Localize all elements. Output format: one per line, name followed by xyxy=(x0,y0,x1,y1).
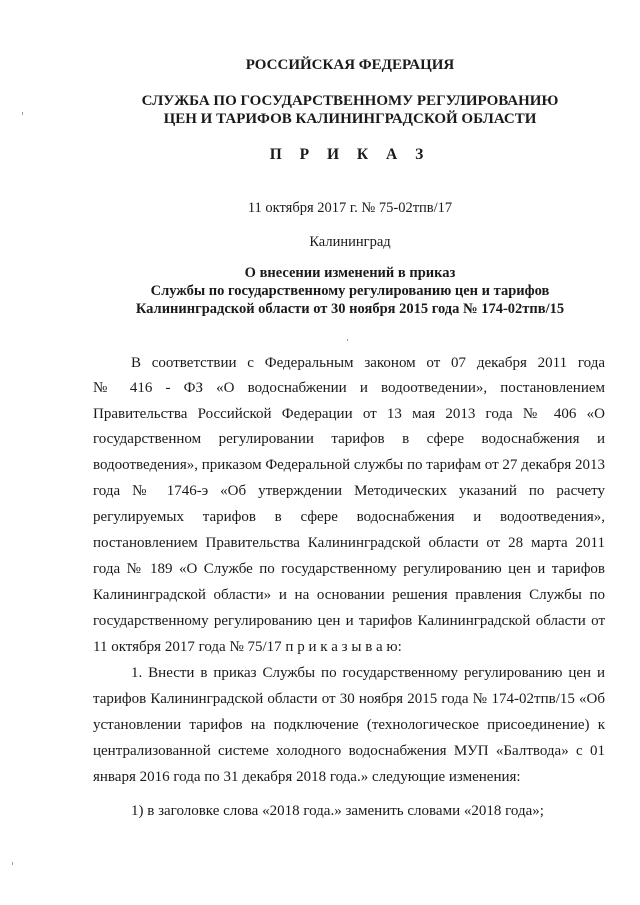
body-line: регулируемых тарифов в сфере водоснабжения и водоотведения», xyxy=(93,509,605,525)
agency-heading xyxy=(60,92,640,128)
body-line: установлении тарифов на подключение (технологическое присоединение) к xyxy=(93,717,605,733)
agency-heading-line: ЦЕН И ТАРИФОВ КАЛИНИНГРАДСКОЙ ОБЛАСТИ xyxy=(163,111,537,127)
subject-line: О внесении изменений в приказ xyxy=(244,265,456,281)
body-line: тарифов Калининградской области от 30 ноября 2015 года № 174-02тпв/15 «Об xyxy=(93,691,605,707)
body-line: Калининградской области» и на основании решения правления Службы по xyxy=(93,587,605,603)
body-line: 11 октября 2017 года № 75/17 п р и к а з ы в а ю: xyxy=(93,639,402,655)
body-line: постановлением Правительства Калининградской области от 28 марта 2011 xyxy=(93,535,605,551)
body-line: Правительства Российской Федерации от 13 мая 2013 года № 406 «О xyxy=(93,406,605,422)
date-and-number: 11 октября 2017 г. № 75-02тпв/17 xyxy=(247,200,453,216)
body-line: государственном регулировании тарифов в сфере водоснабжения и xyxy=(93,431,605,447)
body-line: года № 1746-э «Об утверждении Методических указаний по расчету xyxy=(93,483,605,499)
document-subject xyxy=(60,264,640,318)
body-line: января 2016 года по 31 декабря 2018 года.» следующие изменения: xyxy=(93,769,521,785)
body-line: централизованной системе холодного водоснабжения МУП «Балтвода» с 01 xyxy=(93,743,605,759)
country-heading: РОССИЙСКАЯ ФЕДЕРАЦИЯ xyxy=(245,57,455,73)
body-line: 1) в заголовке слова «2018 года.» заменить словами «2018 года»; xyxy=(131,803,544,819)
city: Калининград xyxy=(309,234,391,250)
body-line: 1. Внести в приказ Службы по государственному регулированию цен и xyxy=(131,665,605,681)
body-line: водоотведения», приказом Федеральной службы по тарифам от 27 декабря 2013 xyxy=(93,457,605,473)
scan-speck xyxy=(22,112,23,115)
document-type: П Р И К А З xyxy=(269,146,431,163)
subject-line: Службы по государственному регулированию цен и тарифов xyxy=(150,283,550,299)
agency-heading-line: СЛУЖБА ПО ГОСУДАРСТВЕННОМУ РЕГУЛИРОВАНИЮ xyxy=(141,93,559,109)
body-line: государственному регулированию цен и тарифов Калининградской области от xyxy=(93,613,605,629)
subject-line: Калининградской области от 30 ноября 2015 года № 174-02тпв/15 xyxy=(135,301,565,317)
body-line: № 416 - ФЗ «О водоснабжении и водоотведении», постановлением xyxy=(93,380,605,396)
scan-speck xyxy=(12,862,13,865)
scan-speck xyxy=(347,339,348,341)
body-line: В соответствии с Федеральным законом от 07 декабря 2011 года xyxy=(131,355,605,371)
body-line: года № 189 «О Службе по государственному регулированию цен и тарифов xyxy=(93,561,605,577)
